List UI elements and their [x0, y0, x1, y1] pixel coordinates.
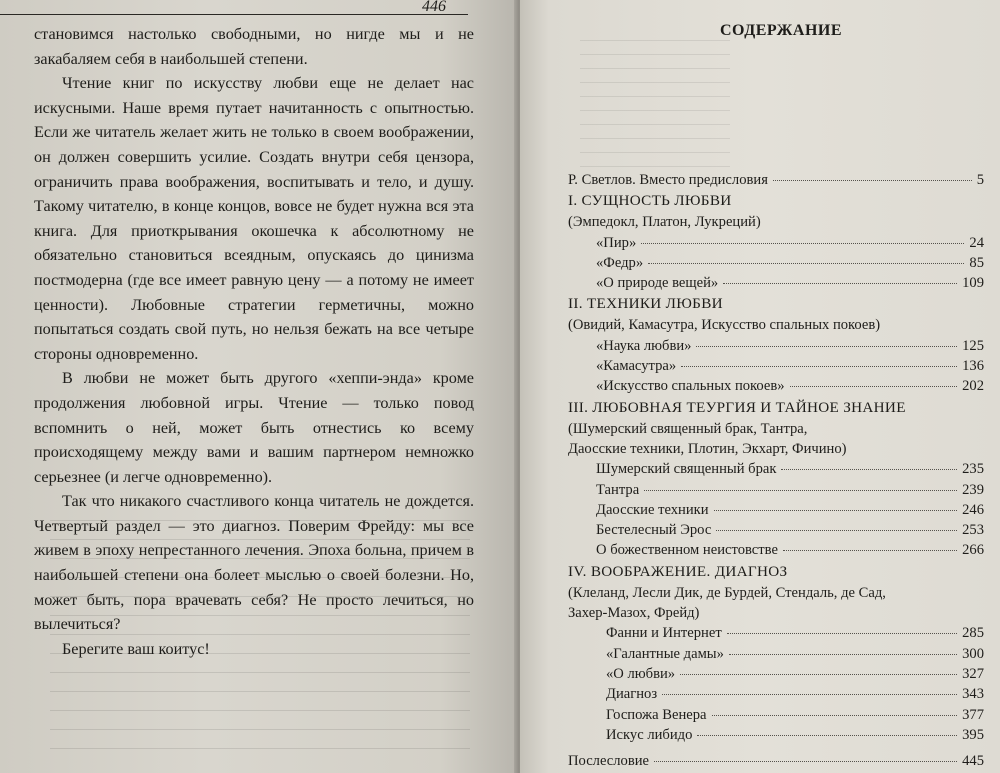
toc-entry — [568, 378, 984, 398]
paragraph: Так что никакого счастливого конца читатель не дождется. Четвертый раздел — это диагноз. Поверим Фрейду: мы все живем в эпоху непрестанного лечения. Эпоха больна, причем в наибольшей степени она болеет мыслью о своей болезни. Но, может быть, пора врачевать себя? Не просто лечиться, но вылечиться? — [34, 492, 474, 634]
toc-page-number: 136 — [962, 358, 984, 375]
contents-title: СОДЕРЖАНИЕ — [720, 22, 843, 39]
toc-section-subtitle — [568, 317, 984, 337]
toc-dot-leader — [712, 715, 958, 716]
toc-entry — [568, 727, 984, 747]
toc-entry-title: Искус либидо — [606, 726, 693, 743]
body-text — [34, 22, 474, 661]
toc-section-heading — [568, 399, 984, 421]
toc-dot-leader — [648, 263, 964, 264]
toc-page-number: 85 — [969, 254, 984, 271]
toc-dot-leader — [790, 386, 958, 387]
toc-dot-leader — [783, 550, 957, 551]
toc-entry — [568, 522, 984, 542]
toc-entry-title: Шумерский священный брак — [596, 461, 777, 478]
toc-page-number: 125 — [962, 337, 984, 354]
toc-heading-text: (Эмпедокл, Платон, Лукреций) — [568, 214, 761, 231]
toc-entry-title: «Камасутра» — [596, 358, 677, 375]
toc-heading-text: III. ЛЮБОВНАЯ ТЕУРГИЯ И ТАЙНОЕ ЗНАНИЕ — [568, 398, 906, 416]
toc-page-number: 109 — [962, 275, 984, 292]
toc-heading-text: I. СУЩНОСТЬ ЛЮБВИ — [568, 192, 732, 210]
toc-entry-title: О божественном неистовстве — [596, 542, 778, 559]
toc-entry-title: «Наука любви» — [596, 337, 692, 354]
toc-page-number: 285 — [962, 625, 984, 642]
toc-entry — [568, 666, 984, 686]
toc-page-number: 24 — [969, 234, 984, 251]
toc-entry — [568, 707, 984, 727]
toc-section-subtitle — [568, 585, 984, 605]
toc-dot-leader — [696, 346, 957, 347]
toc-section-subtitle — [568, 421, 984, 441]
toc-page-number: 239 — [962, 481, 984, 498]
paragraph: становимся настолько свободными, но нигде мы и не закабаляем себя в наибольшей степени. — [34, 25, 474, 68]
toc-entry-title: Р. Светлов. Вместо предисловия — [568, 172, 768, 188]
toc-entry-title: Послесловие — [568, 753, 650, 770]
toc-dot-leader — [681, 366, 957, 367]
toc-dot-leader — [716, 530, 957, 531]
toc-dot-leader — [662, 694, 957, 695]
toc-page-number: 235 — [962, 461, 984, 478]
paragraph: В любви не может быть другого «хеппи-энда» кроме продолжения любовной игры. Чтение — только повод вспомнить о ней, может быть отнестись ко всему происходящему между вами и вашим партнером немножко серьезнее (и легче одновременно). — [34, 369, 474, 486]
toc-heading-text: II. ТЕХНИКИ ЛЮБВИ — [568, 295, 723, 313]
toc-section-subtitle — [568, 214, 984, 234]
toc-dot-leader — [644, 490, 957, 491]
toc-entry-title: Диагноз — [606, 686, 658, 703]
toc-entry-title: «Галантные дамы» — [606, 645, 724, 662]
toc-dot-leader — [680, 674, 957, 675]
toc-entry-title: Бестелесный Эрос — [596, 522, 712, 539]
toc-dot-leader — [781, 469, 957, 470]
toc-section-subtitle — [568, 605, 984, 625]
toc-entry — [568, 461, 984, 481]
paragraph: Берегите ваш коитус! — [62, 639, 210, 658]
toc-entry-title: Госпожа Венера — [606, 706, 707, 723]
page-number: 446 — [422, 0, 446, 15]
toc-entry — [568, 625, 984, 645]
header-rule — [0, 14, 468, 15]
toc-dot-leader — [729, 654, 957, 655]
toc-dot-leader — [641, 243, 964, 244]
toc-page-number: 246 — [962, 501, 984, 518]
toc-heading-text: (Шумерский священный брак, Тантра, — [568, 420, 808, 437]
toc-dot-leader — [773, 180, 972, 181]
toc-entry — [568, 275, 984, 295]
toc-dot-leader — [697, 735, 957, 736]
toc-dot-leader — [654, 761, 957, 762]
toc-heading-text: Захер-Мазох, Фрейд) — [568, 605, 700, 622]
toc-page-number: 300 — [962, 645, 984, 662]
toc-entry — [568, 338, 984, 358]
toc-page-number: 266 — [962, 542, 984, 559]
toc-entry-title: Фанни и Интернет — [606, 625, 722, 642]
toc-entry — [568, 686, 984, 706]
toc-entry-title: «О природе вещей» — [596, 275, 719, 292]
toc-entry-title: «Искусство спальных покоев» — [596, 378, 785, 395]
toc-entry — [568, 482, 984, 502]
toc-page-number: 445 — [962, 753, 984, 770]
toc-section-heading — [568, 563, 984, 585]
table-of-contents — [568, 172, 984, 773]
toc-heading-text: (Клеланд, Лесли Дик, де Бурдей, Стендаль, де Сад, — [568, 584, 886, 601]
bleed-through-texture — [580, 40, 730, 180]
toc-dot-leader — [723, 283, 957, 284]
toc-section-heading — [568, 295, 984, 317]
toc-entry — [568, 753, 984, 773]
toc-entry-title: «Федр» — [596, 254, 644, 271]
toc-entry — [568, 358, 984, 378]
toc-section-subtitle — [568, 441, 984, 461]
toc-page-number: 5 — [976, 172, 984, 188]
toc-heading-text: Даосские техники, Плотин, Экхарт, Фичино) — [568, 440, 847, 457]
toc-page-number: 395 — [962, 726, 984, 743]
toc-entry — [568, 172, 984, 192]
toc-entry-title: Даосские техники — [596, 501, 709, 518]
toc-entry-title: «О любви» — [606, 665, 676, 682]
toc-page-number: 327 — [962, 665, 984, 682]
toc-entry — [568, 235, 984, 255]
toc-page-number: 377 — [962, 706, 984, 723]
toc-entry — [568, 502, 984, 522]
toc-dot-leader — [714, 510, 958, 511]
toc-section-heading — [568, 192, 984, 214]
toc-page-number: 253 — [962, 522, 984, 539]
toc-entry — [568, 646, 984, 666]
toc-heading-text: IV. ВООБРАЖЕНИЕ. ДИАГНОЗ — [568, 562, 788, 580]
right-page — [520, 0, 1000, 773]
toc-page-number: 202 — [962, 378, 984, 395]
toc-dot-leader — [727, 633, 957, 634]
toc-entry-title: «Пир» — [596, 234, 637, 251]
paragraph: Чтение книг по искусству любви еще не делает нас искусными. Наше время путает начитанность с опытностью. Если же читатель желает жить не только в своем воображении, он должен совершить усилие. Создать внутри себя цензора, ограничить права воображения, воспитывать и тело, и душу. Такому читателю, в конце концов, вовсе не будет нужна вся эта книга. Для приоткрывания окошечка к абсолютному не обязательно становиться всеядным, опускаясь до цинизма постмодерна (где все имеет равную цену — а потому не имеет ценности). Любовные стратегии герметичны, можно попытаться создать свой путь, но нельзя бежать на все четыре стороны одновременно. — [34, 74, 474, 363]
toc-entry-title: Тантра — [596, 481, 640, 498]
toc-page-number: 343 — [962, 686, 984, 703]
toc-entry — [568, 255, 984, 275]
toc-entry — [568, 542, 984, 562]
toc-heading-text: (Овидий, Камасутра, Искусство спальных покоев) — [568, 317, 881, 334]
